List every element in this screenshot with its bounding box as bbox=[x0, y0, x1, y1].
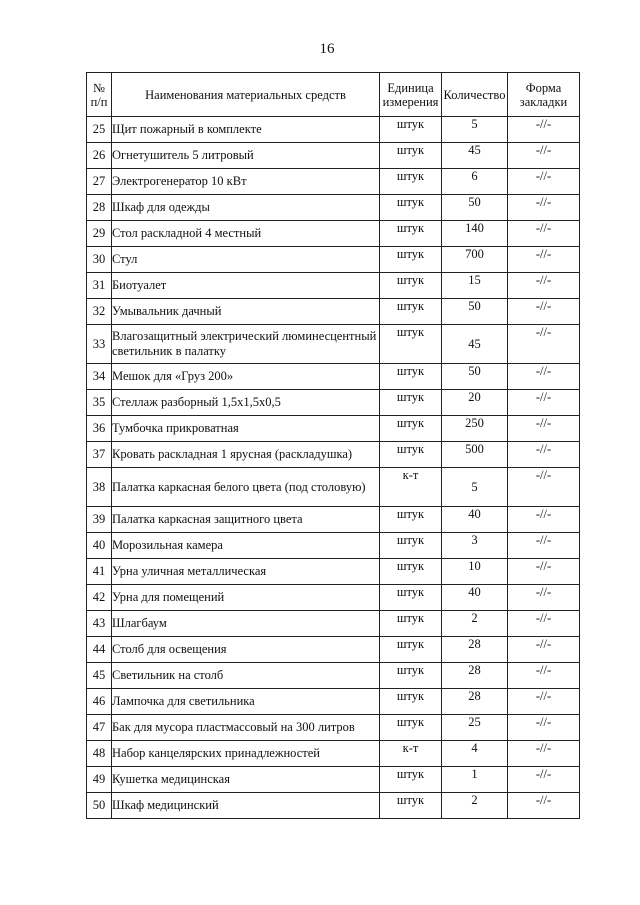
cell-form: -//- bbox=[508, 416, 580, 442]
header-form: Форма закладки bbox=[508, 73, 580, 117]
cell-unit: штук bbox=[380, 663, 442, 689]
cell-qty: 40 bbox=[442, 585, 508, 611]
cell-num: 48 bbox=[87, 741, 112, 767]
cell-num: 47 bbox=[87, 715, 112, 741]
cell-name: Урна для помещений bbox=[112, 585, 380, 611]
cell-num: 44 bbox=[87, 637, 112, 663]
cell-num: 40 bbox=[87, 533, 112, 559]
cell-name: Шлагбаум bbox=[112, 611, 380, 637]
cell-qty: 6 bbox=[442, 169, 508, 195]
cell-qty: 500 bbox=[442, 442, 508, 468]
cell-form: -//- bbox=[508, 117, 580, 143]
cell-form: -//- bbox=[508, 468, 580, 507]
cell-qty: 20 bbox=[442, 390, 508, 416]
cell-unit: штук bbox=[380, 299, 442, 325]
cell-unit: штук bbox=[380, 364, 442, 390]
cell-qty: 28 bbox=[442, 663, 508, 689]
table-row bbox=[87, 663, 580, 689]
table-row bbox=[87, 468, 580, 507]
table-row bbox=[87, 143, 580, 169]
cell-unit: штук bbox=[380, 195, 442, 221]
cell-unit: штук bbox=[380, 143, 442, 169]
cell-unit: штук bbox=[380, 611, 442, 637]
cell-name: Палатка каркасная белого цвета (под столовую) bbox=[112, 468, 380, 507]
cell-qty: 250 bbox=[442, 416, 508, 442]
cell-unit: штук bbox=[380, 585, 442, 611]
cell-form: -//- bbox=[508, 663, 580, 689]
cell-name: Огнетушитель 5 литровый bbox=[112, 143, 380, 169]
table-row bbox=[87, 689, 580, 715]
cell-form: -//- bbox=[508, 533, 580, 559]
cell-num: 46 bbox=[87, 689, 112, 715]
cell-num: 43 bbox=[87, 611, 112, 637]
cell-form: -//- bbox=[508, 689, 580, 715]
cell-qty: 3 bbox=[442, 533, 508, 559]
cell-name: Тумбочка прикроватная bbox=[112, 416, 380, 442]
cell-name: Электрогенератор 10 кВт bbox=[112, 169, 380, 195]
cell-name: Морозильная камера bbox=[112, 533, 380, 559]
table-row bbox=[87, 793, 580, 819]
cell-name: Урна уличная металлическая bbox=[112, 559, 380, 585]
cell-qty: 4 bbox=[442, 741, 508, 767]
cell-unit: к-т bbox=[380, 741, 442, 767]
table-row bbox=[87, 364, 580, 390]
table-body bbox=[87, 117, 580, 819]
cell-form: -//- bbox=[508, 559, 580, 585]
cell-form: -//- bbox=[508, 143, 580, 169]
cell-qty: 28 bbox=[442, 637, 508, 663]
cell-num: 50 bbox=[87, 793, 112, 819]
table-row bbox=[87, 273, 580, 299]
cell-form: -//- bbox=[508, 611, 580, 637]
cell-name: Стол раскладной 4 местный bbox=[112, 221, 380, 247]
cell-unit: штук bbox=[380, 559, 442, 585]
cell-unit: штук bbox=[380, 793, 442, 819]
cell-qty: 50 bbox=[442, 299, 508, 325]
cell-unit: штук bbox=[380, 442, 442, 468]
cell-qty: 2 bbox=[442, 793, 508, 819]
cell-form: -//- bbox=[508, 273, 580, 299]
header-unit: Единица измерения bbox=[380, 73, 442, 117]
cell-name: Шкаф медицинский bbox=[112, 793, 380, 819]
cell-num: 28 bbox=[87, 195, 112, 221]
table-row bbox=[87, 299, 580, 325]
table-row bbox=[87, 611, 580, 637]
cell-num: 32 bbox=[87, 299, 112, 325]
cell-form: -//- bbox=[508, 637, 580, 663]
cell-name: Биотуалет bbox=[112, 273, 380, 299]
cell-unit: штук bbox=[380, 325, 442, 364]
cell-num: 30 bbox=[87, 247, 112, 273]
cell-num: 34 bbox=[87, 364, 112, 390]
table-row bbox=[87, 325, 580, 364]
cell-name: Стеллаж разборный 1,5х1,5х0,5 bbox=[112, 390, 380, 416]
cell-name: Палатка каркасная защитного цвета bbox=[112, 507, 380, 533]
cell-unit: штук bbox=[380, 273, 442, 299]
cell-name: Кушетка медицинская bbox=[112, 767, 380, 793]
cell-name: Мешок для «Груз 200» bbox=[112, 364, 380, 390]
cell-form: -//- bbox=[508, 390, 580, 416]
table-row bbox=[87, 507, 580, 533]
table-row bbox=[87, 390, 580, 416]
cell-name: Кровать раскладная 1 ярусная (раскладушка) bbox=[112, 442, 380, 468]
cell-name: Бак для мусора пластмассовый на 300 литров bbox=[112, 715, 380, 741]
table-row bbox=[87, 767, 580, 793]
table-header-row bbox=[87, 73, 580, 117]
cell-name: Светильник на столб bbox=[112, 663, 380, 689]
cell-num: 41 bbox=[87, 559, 112, 585]
header-qty: Количество bbox=[442, 73, 508, 117]
cell-num: 36 bbox=[87, 416, 112, 442]
table-row bbox=[87, 715, 580, 741]
table-row bbox=[87, 247, 580, 273]
cell-qty: 40 bbox=[442, 507, 508, 533]
cell-form: -//- bbox=[508, 195, 580, 221]
table-row bbox=[87, 416, 580, 442]
cell-unit: штук bbox=[380, 507, 442, 533]
cell-qty: 25 bbox=[442, 715, 508, 741]
cell-num: 35 bbox=[87, 390, 112, 416]
cell-form: -//- bbox=[508, 585, 580, 611]
cell-name: Влагозащитный электрический люминесцентный светильник в палатку bbox=[112, 325, 380, 364]
cell-unit: штук bbox=[380, 390, 442, 416]
cell-form: -//- bbox=[508, 247, 580, 273]
cell-unit: штук bbox=[380, 117, 442, 143]
cell-qty: 5 bbox=[442, 468, 508, 507]
table-row bbox=[87, 221, 580, 247]
header-name: Наименования материальных средств bbox=[112, 73, 380, 117]
cell-form: -//- bbox=[508, 169, 580, 195]
cell-qty: 10 bbox=[442, 559, 508, 585]
cell-qty: 50 bbox=[442, 364, 508, 390]
cell-form: -//- bbox=[508, 364, 580, 390]
cell-form: -//- bbox=[508, 507, 580, 533]
cell-qty: 28 bbox=[442, 689, 508, 715]
cell-num: 38 bbox=[87, 468, 112, 507]
cell-qty: 15 bbox=[442, 273, 508, 299]
cell-qty: 700 bbox=[442, 247, 508, 273]
cell-qty: 45 bbox=[442, 325, 508, 364]
cell-unit: штук bbox=[380, 533, 442, 559]
table-row bbox=[87, 741, 580, 767]
cell-num: 39 bbox=[87, 507, 112, 533]
cell-name: Лампочка для светильника bbox=[112, 689, 380, 715]
cell-name: Стул bbox=[112, 247, 380, 273]
cell-name: Щит пожарный в комплекте bbox=[112, 117, 380, 143]
cell-unit: штук bbox=[380, 221, 442, 247]
cell-qty: 5 bbox=[442, 117, 508, 143]
cell-qty: 1 bbox=[442, 767, 508, 793]
table-row bbox=[87, 442, 580, 468]
table-row bbox=[87, 169, 580, 195]
cell-form: -//- bbox=[508, 715, 580, 741]
cell-unit: штук bbox=[380, 247, 442, 273]
cell-name: Столб для освещения bbox=[112, 637, 380, 663]
table-row bbox=[87, 585, 580, 611]
cell-qty: 140 bbox=[442, 221, 508, 247]
cell-unit: штук bbox=[380, 637, 442, 663]
cell-num: 33 bbox=[87, 325, 112, 364]
table-row bbox=[87, 637, 580, 663]
cell-num: 37 bbox=[87, 442, 112, 468]
cell-num: 45 bbox=[87, 663, 112, 689]
table-row bbox=[87, 559, 580, 585]
cell-qty: 2 bbox=[442, 611, 508, 637]
cell-name: Умывальник дачный bbox=[112, 299, 380, 325]
cell-name: Набор канцелярских принадлежностей bbox=[112, 741, 380, 767]
cell-num: 42 bbox=[87, 585, 112, 611]
cell-form: -//- bbox=[508, 741, 580, 767]
cell-num: 31 bbox=[87, 273, 112, 299]
cell-qty: 45 bbox=[442, 143, 508, 169]
cell-num: 26 bbox=[87, 143, 112, 169]
cell-unit: к-т bbox=[380, 468, 442, 507]
table-row bbox=[87, 533, 580, 559]
cell-unit: штук bbox=[380, 715, 442, 741]
cell-form: -//- bbox=[508, 221, 580, 247]
cell-unit: штук bbox=[380, 169, 442, 195]
table-row bbox=[87, 195, 580, 221]
cell-form: -//- bbox=[508, 299, 580, 325]
cell-name: Шкаф для одежды bbox=[112, 195, 380, 221]
table-row bbox=[87, 117, 580, 143]
cell-num: 29 bbox=[87, 221, 112, 247]
cell-unit: штук bbox=[380, 416, 442, 442]
materials-table bbox=[86, 72, 580, 819]
cell-num: 49 bbox=[87, 767, 112, 793]
cell-form: -//- bbox=[508, 793, 580, 819]
cell-unit: штук bbox=[380, 767, 442, 793]
header-num: № п/п bbox=[87, 73, 112, 117]
page-number: 16 bbox=[319, 41, 335, 57]
cell-qty: 50 bbox=[442, 195, 508, 221]
cell-num: 27 bbox=[87, 169, 112, 195]
cell-unit: штук bbox=[380, 689, 442, 715]
cell-num: 25 bbox=[87, 117, 112, 143]
cell-form: -//- bbox=[508, 767, 580, 793]
cell-form: -//- bbox=[508, 442, 580, 468]
cell-form: -//- bbox=[508, 325, 580, 364]
